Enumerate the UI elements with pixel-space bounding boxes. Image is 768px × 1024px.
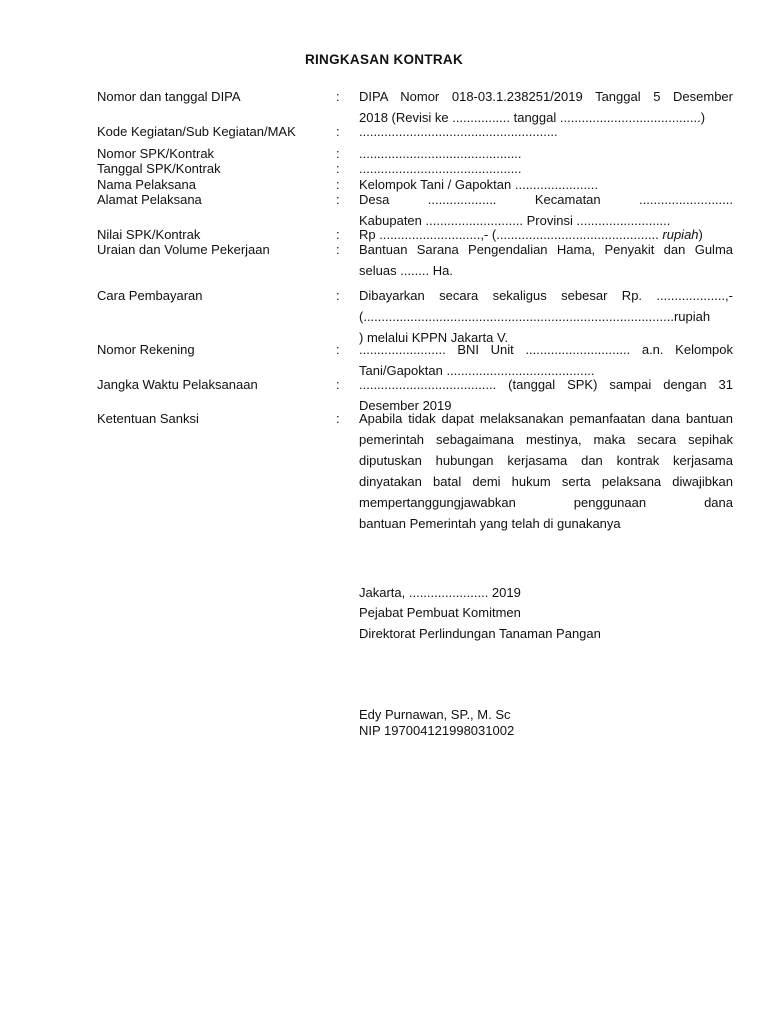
value-nomor-spk: ............................................. xyxy=(359,146,522,161)
label-nilai-spk: Nilai SPK/Kontrak xyxy=(97,227,201,242)
signature-nip: NIP 197004121998031002 xyxy=(359,723,515,738)
label-alamat-pelaksana: Alamat Pelaksana xyxy=(97,192,202,207)
value-kode-kegiatan: ....................................................... xyxy=(359,124,558,139)
label-nama-pelaksana: Nama Pelaksana xyxy=(97,177,196,192)
value-line: Bantuan Sarana Pengendalian Hama, Penyakit dan Gulma xyxy=(359,242,733,257)
value-line: Tani/Gapoktan ......................................... xyxy=(359,363,595,378)
label-tanggal-spk: Tanggal SPK/Kontrak xyxy=(97,161,221,176)
value-line: Desember 2019 xyxy=(359,398,452,413)
colon: : xyxy=(336,377,340,392)
signature-place-date: Jakarta, ...................... 2019 xyxy=(359,585,521,600)
colon: : xyxy=(336,411,340,426)
label-kode-kegiatan: Kode Kegiatan/Sub Kegiatan/MAK xyxy=(97,124,296,139)
label-uraian: Uraian dan Volume Pekerjaan xyxy=(97,242,270,257)
value-line: ...................................... (tanggal SPK) sampai dengan 31 xyxy=(359,377,733,392)
value-line: Desa ................... Kecamatan .......................... xyxy=(359,192,733,207)
document-title: RINGKASAN KONTRAK xyxy=(304,52,464,67)
colon: : xyxy=(336,192,340,207)
value-line: bantuan Pemerintah yang telah di gunakanya xyxy=(359,516,621,531)
value-tanggal-spk: ............................................. xyxy=(359,161,522,176)
value-line: ........................ BNI Unit ............................. a.n. Kelompok xyxy=(359,342,733,357)
colon: : xyxy=(336,89,340,104)
signature-name: Edy Purnawan, SP., M. Sc xyxy=(359,707,511,722)
value-line: (......................................................................................rupiah xyxy=(359,309,711,324)
signature-position: Pejabat Pembuat Komitmen xyxy=(359,605,521,620)
value-italic: rupiah xyxy=(662,227,699,242)
colon: : xyxy=(336,288,340,303)
value-nama-pelaksana: Kelompok Tani / Gapoktan ....................... xyxy=(359,177,598,192)
value-line: 2018 (Revisi ke ................ tanggal .......................................) xyxy=(359,110,706,125)
colon: : xyxy=(336,124,340,139)
value-line: Dibayarkan secara sekaligus sebesar Rp. ...................,- xyxy=(359,288,733,303)
value-line: DIPA Nomor 018-03.1.238251/2019 Tanggal 5 Desember xyxy=(359,89,733,104)
colon: : xyxy=(336,146,340,161)
value-ketentuan-sanksi xyxy=(359,408,733,534)
label-nomor-dipa: Nomor dan tanggal DIPA xyxy=(97,89,241,104)
value-line: ) melalui KPPN Jakarta V. xyxy=(359,330,509,345)
value-line: Kabupaten ........................... Provinsi .......................... xyxy=(359,213,671,228)
signature-office: Direktorat Perlindungan Tanaman Pangan xyxy=(359,626,601,641)
value-line: Rp ............................,- (............................................. xyxy=(359,227,663,242)
label-nomor-rekening: Nomor Rekening xyxy=(97,342,195,357)
value-line: ) xyxy=(698,227,703,242)
value-paragraph: Apabila tidak dapat melaksanakan pemanfaatan dana bantuan pemerintah sebagaimana mestinya, maka secara sepihak diputuskan hubungan kerjasama dan kontrak kerjasama dinyatakan batal demi hukum serta pelaksana diwajibkan mempertanggungjawabkan penggunaan dana xyxy=(359,411,733,510)
label-ketentuan-sanksi: Ketentuan Sanksi xyxy=(97,411,199,426)
colon: : xyxy=(336,161,340,176)
label-cara-pembayaran: Cara Pembayaran xyxy=(97,288,203,303)
label-jangka-waktu: Jangka Waktu Pelaksanaan xyxy=(97,377,258,392)
value-uraian xyxy=(359,239,733,281)
value-line: seluas ........ Ha. xyxy=(359,263,453,278)
colon: : xyxy=(336,227,340,242)
colon: : xyxy=(336,342,340,357)
colon: : xyxy=(336,177,340,192)
label-nomor-spk: Nomor SPK/Kontrak xyxy=(97,146,215,161)
colon: : xyxy=(336,242,340,257)
